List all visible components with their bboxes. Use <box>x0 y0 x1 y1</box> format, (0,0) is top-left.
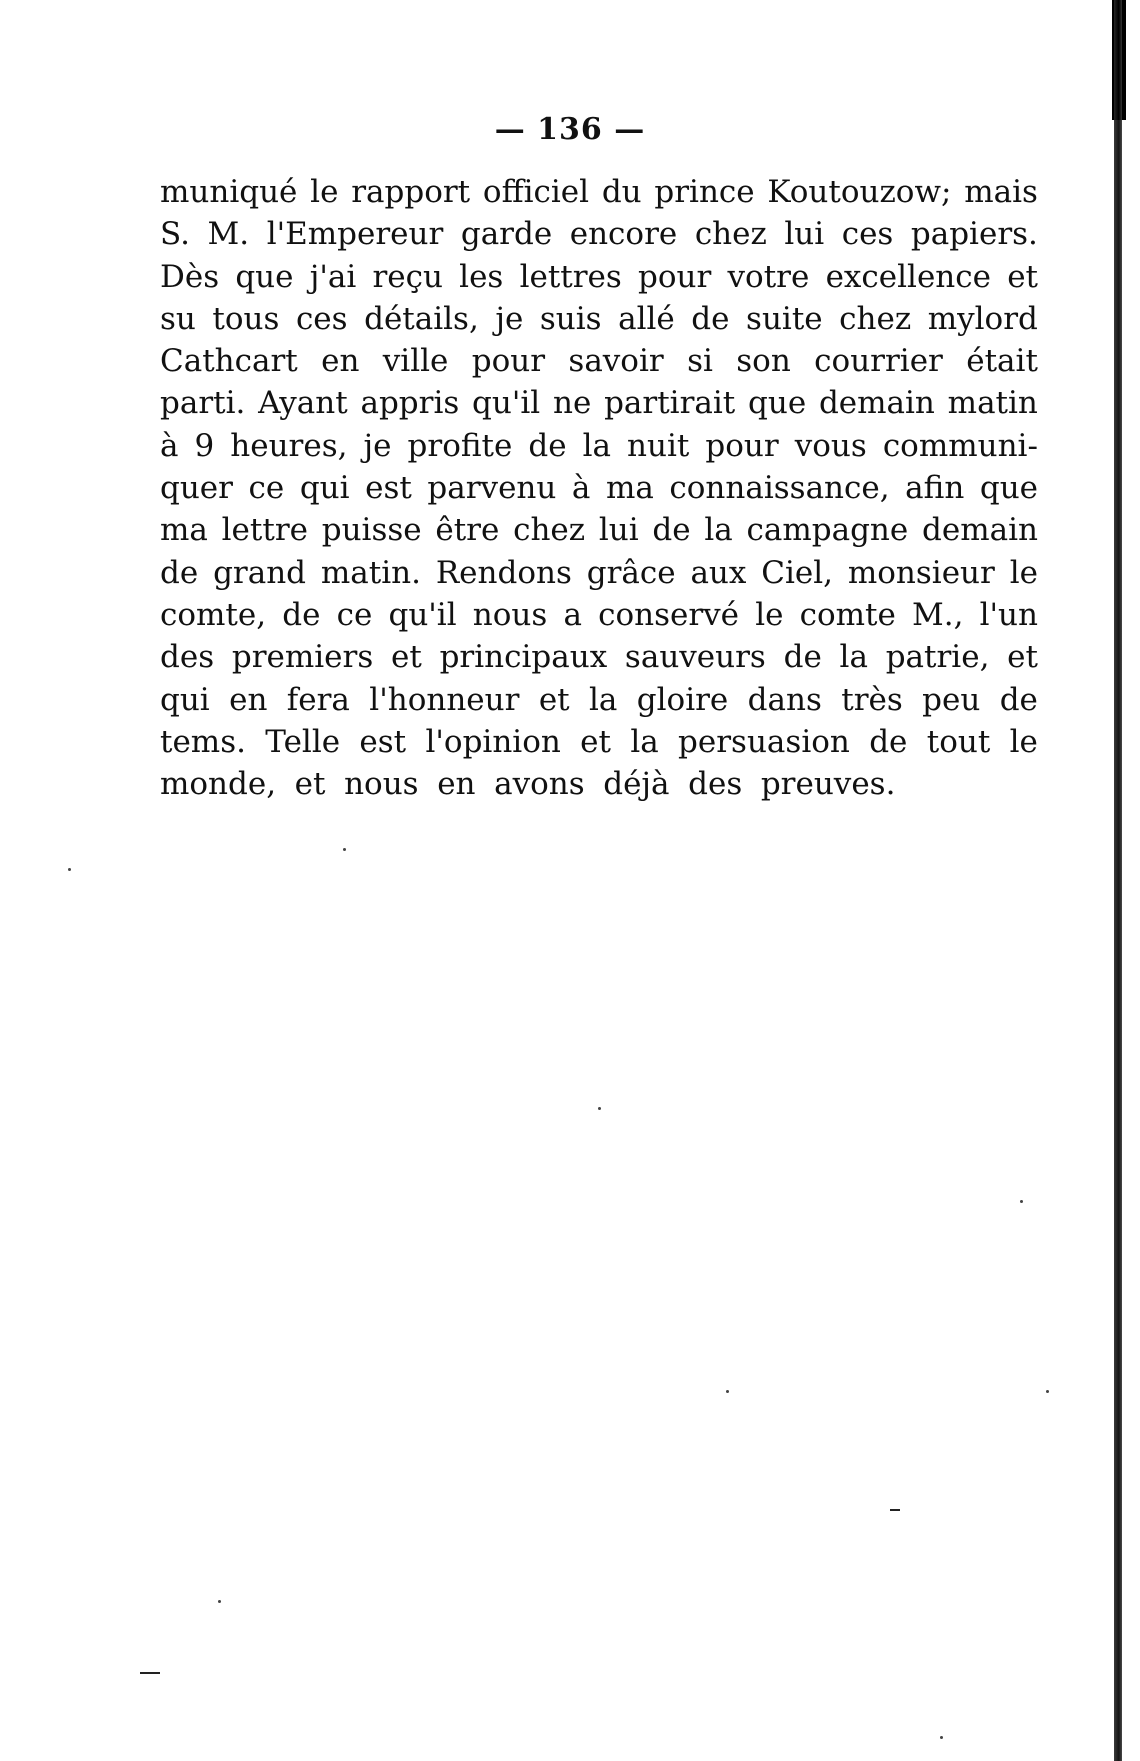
word: que <box>235 258 294 295</box>
word: comte <box>799 596 896 633</box>
text-line <box>160 679 1038 721</box>
word: votre <box>727 258 810 295</box>
text-line <box>160 425 1038 467</box>
word: qui <box>160 681 210 718</box>
word: demain <box>922 512 1038 549</box>
word: être <box>435 512 500 549</box>
word: pour <box>638 258 712 295</box>
scan-speck <box>1046 1390 1049 1393</box>
word: lui <box>598 512 639 549</box>
scan-dash <box>140 1672 160 1674</box>
word: ce <box>248 470 285 507</box>
scan-speck <box>1020 1200 1023 1203</box>
word: chez <box>694 216 767 253</box>
text-line <box>160 340 1038 382</box>
word: Ciel, <box>761 554 833 591</box>
word: prince <box>654 174 755 210</box>
word: su <box>160 300 196 337</box>
word: la <box>582 427 612 464</box>
text-line <box>160 594 1038 636</box>
word: chez <box>839 300 912 337</box>
word: de <box>691 300 730 337</box>
word: en <box>229 681 268 718</box>
word: de <box>783 639 822 676</box>
word: en <box>321 343 360 380</box>
word: et <box>1007 639 1038 676</box>
word: de <box>999 681 1038 718</box>
word: partirait <box>604 385 736 422</box>
word: Rendons <box>435 554 572 591</box>
word: la <box>704 512 733 549</box>
word: et <box>391 639 422 676</box>
word: suite <box>746 300 823 337</box>
word: nous <box>344 766 419 803</box>
word: afin <box>905 470 965 507</box>
word: allé <box>618 300 675 337</box>
text-line <box>160 213 1038 255</box>
word: 9 <box>194 427 215 464</box>
word: grand <box>213 554 307 591</box>
word: tout <box>926 723 991 760</box>
word: déjà <box>603 766 670 803</box>
word: et <box>538 681 570 718</box>
word: savoir <box>568 343 664 380</box>
word: excellence <box>825 258 991 295</box>
word: très <box>841 681 903 718</box>
word: l'opinion <box>425 723 561 760</box>
word: le <box>1009 723 1038 760</box>
word: l'honneur <box>369 681 520 718</box>
scan-speck <box>68 868 71 871</box>
word: sauveurs <box>624 639 766 676</box>
text-line <box>160 382 1038 424</box>
word: matin. <box>320 554 421 591</box>
word: encore <box>569 216 678 253</box>
word: vous <box>794 427 867 464</box>
word: fera <box>286 681 350 718</box>
word: muniqué <box>160 174 298 210</box>
word: de <box>869 723 908 760</box>
word: campagne <box>746 512 909 549</box>
word: parti. <box>160 385 246 422</box>
word: patrie, <box>885 639 990 676</box>
word: rapport <box>351 174 471 210</box>
word: l'Empereur <box>266 216 444 253</box>
text-line <box>160 721 1038 763</box>
word: monde, <box>160 766 277 803</box>
text-line <box>160 636 1038 678</box>
word: ma <box>605 470 654 507</box>
word: ces <box>295 300 348 337</box>
text-line <box>160 763 1038 805</box>
word: garde <box>460 216 553 253</box>
word: le <box>755 596 784 633</box>
word: nuit <box>627 427 690 464</box>
word: et <box>1007 258 1038 295</box>
word: était <box>966 343 1038 380</box>
word: courrier <box>814 343 943 380</box>
word: le <box>1009 554 1038 591</box>
word: qu'il <box>472 385 541 422</box>
word: aux <box>690 554 747 591</box>
word: j'ai <box>309 258 357 295</box>
word: mais <box>964 174 1038 210</box>
word: et <box>294 766 326 803</box>
scan-dash <box>890 1509 900 1511</box>
word: papiers. <box>910 216 1038 253</box>
word: connaissance, <box>669 470 890 507</box>
word: du <box>601 174 642 210</box>
word: M. <box>207 216 250 253</box>
word: parvenu <box>427 470 557 507</box>
word: détails, <box>364 300 479 337</box>
word: à <box>160 427 179 464</box>
text-line <box>160 171 1038 213</box>
body-text <box>160 171 1038 805</box>
word: lui <box>784 216 825 253</box>
word: tems. <box>160 723 246 760</box>
scan-speck <box>218 1600 221 1603</box>
word: monsieur <box>847 554 995 591</box>
scan-speck <box>598 1107 601 1110</box>
word: je <box>495 300 524 337</box>
word: je <box>363 427 392 464</box>
scan-speck <box>726 1390 729 1393</box>
scan-speck <box>940 1736 943 1739</box>
word: à <box>571 470 591 507</box>
word: S. <box>160 216 190 253</box>
word: en <box>437 766 476 803</box>
binding-shadow <box>1114 0 1122 1761</box>
word: que <box>748 385 807 422</box>
word: qui <box>299 470 350 507</box>
word: est <box>365 470 412 507</box>
word: des <box>688 766 743 803</box>
text-line <box>160 467 1038 509</box>
word: M., <box>912 596 964 633</box>
word: principaux <box>439 639 608 676</box>
word: premiers <box>231 639 374 676</box>
word: quer <box>160 470 233 507</box>
word: tous <box>212 300 280 337</box>
word: le <box>310 174 339 210</box>
word: suis <box>539 300 602 337</box>
word: conservé <box>598 596 740 633</box>
scan-speck <box>343 848 346 851</box>
word: communi- <box>882 427 1038 464</box>
word: peu <box>922 681 981 718</box>
word: est <box>359 723 407 760</box>
word: officiel <box>482 174 590 210</box>
word: puisse <box>321 512 422 549</box>
word: Ayant <box>258 385 348 422</box>
word: la <box>589 681 618 718</box>
word: chez <box>513 512 586 549</box>
word: son <box>736 343 791 380</box>
text-line <box>160 298 1038 340</box>
text-line <box>160 509 1038 551</box>
word: les <box>459 258 504 295</box>
word: lettre <box>221 512 308 549</box>
word: nous <box>472 596 548 633</box>
word: gloire <box>636 681 729 718</box>
word: des <box>160 639 215 676</box>
word: ma <box>160 512 208 549</box>
word: persuasion <box>678 723 850 760</box>
word: appris <box>360 385 460 422</box>
word: comte, <box>160 596 267 633</box>
word: pour <box>705 427 779 464</box>
word: ne <box>552 385 592 422</box>
word: matin <box>947 385 1038 422</box>
word: de <box>282 596 321 633</box>
text-line <box>160 552 1038 594</box>
word: avons <box>494 766 585 803</box>
text-line <box>160 256 1038 298</box>
word: Cathcart <box>160 343 298 380</box>
word: si <box>687 343 713 380</box>
word: la <box>839 639 868 676</box>
word: et <box>580 723 611 760</box>
word: Dès <box>160 258 220 295</box>
word: dans <box>747 681 822 718</box>
word: l'un <box>979 596 1038 633</box>
word: ville <box>382 343 449 380</box>
word: pour <box>471 343 546 380</box>
word: reçu <box>372 258 443 295</box>
word: qu'il <box>388 596 457 633</box>
word: Telle <box>265 723 341 760</box>
word: de <box>652 512 691 549</box>
word: grâce <box>586 554 676 591</box>
word: que <box>979 470 1038 507</box>
word: profite <box>407 427 513 464</box>
word: mylord <box>927 300 1038 337</box>
word: preuves. <box>760 766 896 803</box>
word: ce <box>336 596 373 633</box>
word: heures, <box>230 427 348 464</box>
word: a <box>563 596 582 633</box>
word: Koutouzow; <box>767 174 952 210</box>
word: ces <box>841 216 894 253</box>
page-number-header: — 136 — <box>494 112 646 147</box>
word: de <box>528 427 567 464</box>
word: demain <box>818 385 935 422</box>
word: la <box>630 723 659 760</box>
word: de <box>160 554 199 591</box>
word: lettres <box>519 258 622 295</box>
